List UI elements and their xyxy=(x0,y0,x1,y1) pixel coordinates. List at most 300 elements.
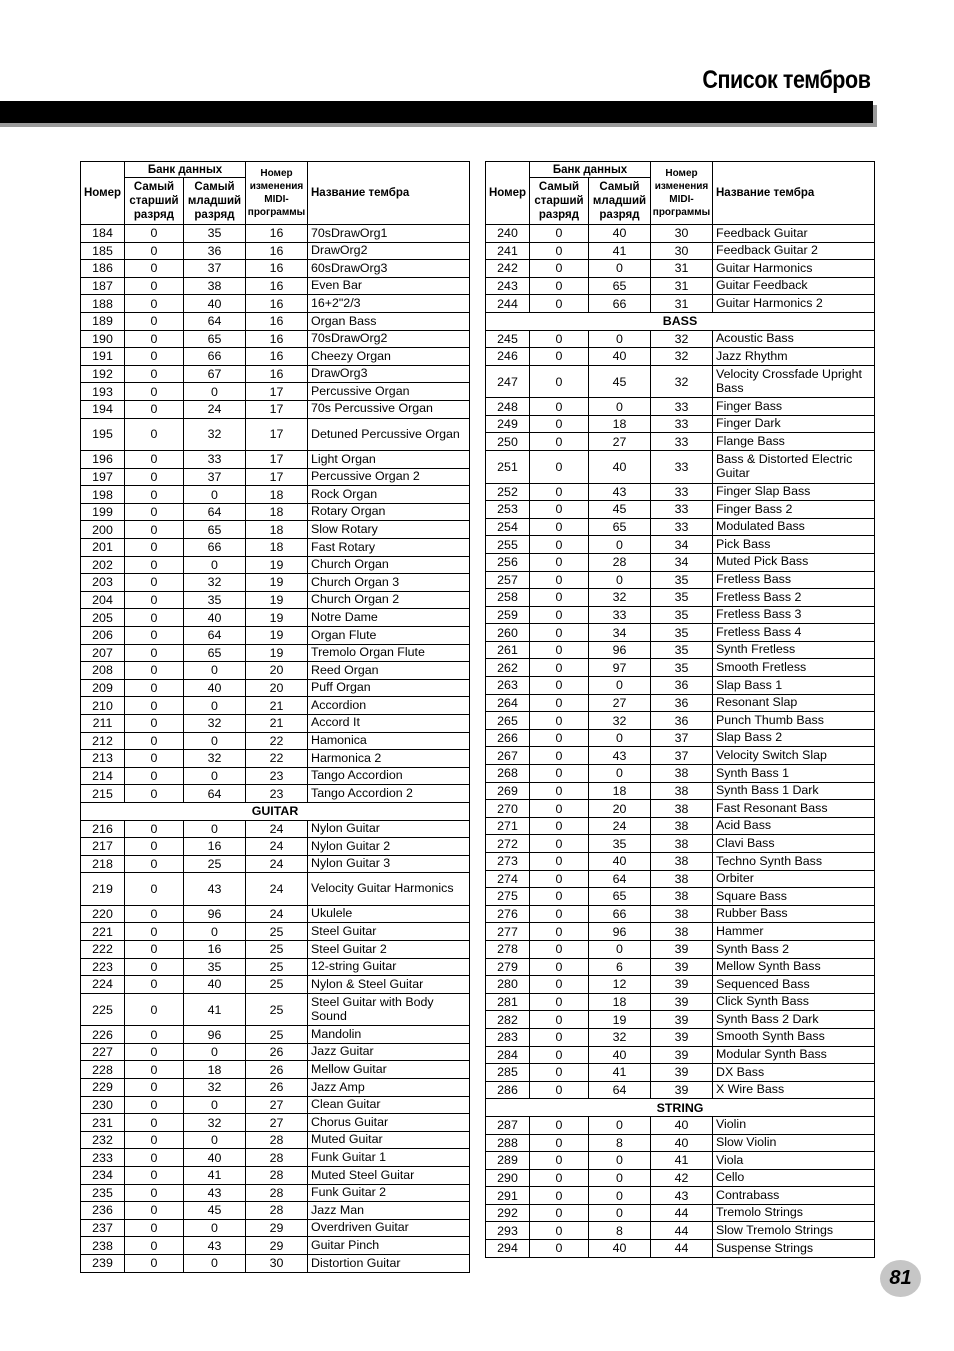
voice-name: Techno Synth Bass xyxy=(713,853,875,871)
bank-lsb: 35 xyxy=(184,225,246,243)
bank-msb: 0 xyxy=(125,1096,184,1114)
voice-number: 269 xyxy=(486,782,530,800)
bank-msb: 0 xyxy=(530,940,589,958)
bank-lsb: 66 xyxy=(589,295,651,313)
voice-name: Muted Steel Guitar xyxy=(308,1167,470,1185)
program-change: 38 xyxy=(651,853,713,871)
bank-lsb: 64 xyxy=(589,1081,651,1099)
program-change: 17 xyxy=(246,400,308,418)
voice-number: 210 xyxy=(81,697,125,715)
header-number: Номер xyxy=(81,162,125,225)
bank-msb: 0 xyxy=(125,503,184,521)
voice-name: Slow Violin xyxy=(713,1134,875,1152)
program-change: 27 xyxy=(246,1114,308,1132)
voice-name: Funk Guitar 2 xyxy=(308,1184,470,1202)
table-row xyxy=(486,589,875,607)
voice-name: Mandolin xyxy=(308,1026,470,1044)
voice-number: 241 xyxy=(486,242,530,260)
bank-lsb: 27 xyxy=(589,694,651,712)
program-change: 28 xyxy=(246,1167,308,1185)
voice-number: 223 xyxy=(81,958,125,976)
table-row xyxy=(81,312,470,330)
header-name: Название тембра xyxy=(308,162,470,225)
bank-msb: 0 xyxy=(530,1028,589,1046)
program-change: 33 xyxy=(651,483,713,501)
bank-msb: 0 xyxy=(530,835,589,853)
bank-msb: 0 xyxy=(530,659,589,677)
program-change: 38 xyxy=(651,765,713,783)
bank-lsb: 64 xyxy=(184,503,246,521)
voice-name: Nylon & Steel Guitar xyxy=(308,976,470,994)
bank-lsb: 38 xyxy=(184,277,246,295)
voice-number: 247 xyxy=(486,365,530,398)
bank-msb: 0 xyxy=(530,624,589,642)
voice-name: Acid Bass xyxy=(713,817,875,835)
program-change: 32 xyxy=(651,348,713,366)
bank-msb: 0 xyxy=(125,1149,184,1167)
program-change: 38 xyxy=(651,888,713,906)
table-row xyxy=(486,923,875,941)
bank-lsb: 18 xyxy=(184,1061,246,1079)
bank-msb: 0 xyxy=(530,330,589,348)
table-row xyxy=(486,1134,875,1152)
program-change: 36 xyxy=(651,694,713,712)
table-row xyxy=(486,782,875,800)
page-title: Список тембров xyxy=(701,66,870,94)
bank-lsb: 64 xyxy=(184,312,246,330)
bank-lsb: 0 xyxy=(589,536,651,554)
program-change: 17 xyxy=(246,468,308,486)
voice-number: 265 xyxy=(486,712,530,730)
bank-msb: 0 xyxy=(530,501,589,519)
voice-number: 259 xyxy=(486,606,530,624)
table-row xyxy=(486,1011,875,1029)
table-row xyxy=(81,486,470,504)
program-change: 35 xyxy=(651,606,713,624)
bank-msb: 0 xyxy=(530,295,589,313)
bank-lsb: 66 xyxy=(184,348,246,366)
table-row xyxy=(81,1131,470,1149)
bank-lsb: 65 xyxy=(184,644,246,662)
bank-msb: 0 xyxy=(530,553,589,571)
bank-msb: 0 xyxy=(125,873,184,906)
voice-number: 184 xyxy=(81,225,125,243)
table-row xyxy=(486,1240,875,1258)
bank-lsb: 96 xyxy=(589,923,651,941)
voice-name: Fast Rotary xyxy=(308,539,470,557)
voice-number: 290 xyxy=(486,1169,530,1187)
table-row xyxy=(81,855,470,873)
voice-number: 206 xyxy=(81,626,125,644)
program-change: 35 xyxy=(651,589,713,607)
table-row xyxy=(486,1169,875,1187)
table-row xyxy=(486,905,875,923)
voice-number: 262 xyxy=(486,659,530,677)
bank-msb: 0 xyxy=(530,415,589,433)
bank-msb: 0 xyxy=(530,641,589,659)
table-row xyxy=(486,853,875,871)
table-row xyxy=(486,1152,875,1170)
voice-number: 291 xyxy=(486,1187,530,1205)
table-row xyxy=(81,1219,470,1237)
program-change: 19 xyxy=(246,556,308,574)
bank-msb: 0 xyxy=(530,536,589,554)
bank-lsb: 40 xyxy=(184,609,246,627)
program-change: 17 xyxy=(246,451,308,469)
bank-lsb: 65 xyxy=(184,330,246,348)
bank-msb: 0 xyxy=(530,976,589,994)
table-row xyxy=(486,348,875,366)
program-change: 18 xyxy=(246,539,308,557)
bank-msb: 0 xyxy=(125,468,184,486)
bank-msb: 0 xyxy=(125,679,184,697)
table-row xyxy=(486,993,875,1011)
voice-number: 280 xyxy=(486,976,530,994)
bank-msb: 0 xyxy=(530,451,589,484)
voice-name: Finger Bass 2 xyxy=(713,501,875,519)
program-change: 25 xyxy=(246,976,308,994)
table-row xyxy=(81,940,470,958)
bank-msb: 0 xyxy=(530,712,589,730)
voice-number: 207 xyxy=(81,644,125,662)
table-row xyxy=(486,976,875,994)
voice-name: Square Bass xyxy=(713,888,875,906)
table-row xyxy=(81,626,470,644)
voice-name: Light Organ xyxy=(308,451,470,469)
voice-number: 191 xyxy=(81,348,125,366)
voice-number: 271 xyxy=(486,817,530,835)
voice-name: 12-string Guitar xyxy=(308,958,470,976)
bank-lsb: 19 xyxy=(589,1011,651,1029)
bank-msb: 0 xyxy=(530,923,589,941)
voice-name: Synth Bass 1 Dark xyxy=(713,782,875,800)
voice-name: Synth Bass 2 Dark xyxy=(713,1011,875,1029)
voice-name: Clavi Bass xyxy=(713,835,875,853)
bank-lsb: 40 xyxy=(184,1149,246,1167)
voice-number: 203 xyxy=(81,574,125,592)
bank-msb: 0 xyxy=(530,677,589,695)
table-row xyxy=(81,383,470,401)
voice-name: Velocity Switch Slap xyxy=(713,747,875,765)
voice-name: Resonant Slap xyxy=(713,694,875,712)
bank-lsb: 32 xyxy=(184,1079,246,1097)
table-row xyxy=(486,398,875,416)
bank-lsb: 32 xyxy=(184,574,246,592)
bank-msb: 0 xyxy=(530,853,589,871)
voice-name: Notre Dame xyxy=(308,609,470,627)
program-change: 44 xyxy=(651,1222,713,1240)
voice-name: Synth Fretless xyxy=(713,641,875,659)
table-row xyxy=(81,503,470,521)
bank-lsb: 41 xyxy=(589,242,651,260)
table-row xyxy=(81,1114,470,1132)
bank-msb: 0 xyxy=(530,765,589,783)
voice-number: 218 xyxy=(81,855,125,873)
voice-name: Sequenced Bass xyxy=(713,976,875,994)
bank-msb: 0 xyxy=(125,591,184,609)
voice-number: 216 xyxy=(81,820,125,838)
voice-name: 60sDrawOrg3 xyxy=(308,260,470,278)
bank-msb: 0 xyxy=(125,1061,184,1079)
bank-msb: 0 xyxy=(125,785,184,803)
bank-msb: 0 xyxy=(125,976,184,994)
program-change: 24 xyxy=(246,838,308,856)
voice-number: 245 xyxy=(486,330,530,348)
program-change: 31 xyxy=(651,277,713,295)
table-row xyxy=(486,1046,875,1064)
bank-lsb: 0 xyxy=(184,697,246,715)
program-change: 22 xyxy=(246,750,308,768)
bank-lsb: 0 xyxy=(589,1187,651,1205)
voice-name: 70sDrawOrg2 xyxy=(308,330,470,348)
bank-msb: 0 xyxy=(530,1187,589,1205)
table-row xyxy=(81,1202,470,1220)
voice-number: 281 xyxy=(486,993,530,1011)
voice-name: Ukulele xyxy=(308,905,470,923)
program-change: 16 xyxy=(246,312,308,330)
table-row xyxy=(81,1026,470,1044)
voice-number: 186 xyxy=(81,260,125,278)
program-change: 24 xyxy=(246,820,308,838)
table-row xyxy=(81,468,470,486)
voice-number: 252 xyxy=(486,483,530,501)
bank-lsb: 66 xyxy=(184,539,246,557)
voice-number: 201 xyxy=(81,539,125,557)
bank-msb: 0 xyxy=(530,1152,589,1170)
voice-name: Slap Bass 1 xyxy=(713,677,875,695)
table-row xyxy=(81,521,470,539)
program-change: 18 xyxy=(246,521,308,539)
voice-name: Slap Bass 2 xyxy=(713,729,875,747)
program-change: 26 xyxy=(246,1079,308,1097)
program-change: 37 xyxy=(651,729,713,747)
bank-msb: 0 xyxy=(125,697,184,715)
bank-msb: 0 xyxy=(125,838,184,856)
table-row xyxy=(81,260,470,278)
program-change: 19 xyxy=(246,644,308,662)
voice-number: 264 xyxy=(486,694,530,712)
bank-msb: 0 xyxy=(530,606,589,624)
voice-number: 246 xyxy=(486,348,530,366)
header-msb: Самый старший разряд xyxy=(125,178,184,225)
voice-name: Funk Guitar 1 xyxy=(308,1149,470,1167)
voice-number: 190 xyxy=(81,330,125,348)
voice-number: 242 xyxy=(486,260,530,278)
bank-lsb: 32 xyxy=(184,714,246,732)
bank-lsb: 0 xyxy=(184,767,246,785)
table-row xyxy=(81,785,470,803)
program-change: 33 xyxy=(651,398,713,416)
voice-name: Tremolo Strings xyxy=(713,1204,875,1222)
program-change: 39 xyxy=(651,976,713,994)
program-change: 31 xyxy=(651,295,713,313)
table-row xyxy=(81,1043,470,1061)
voice-name: Synth Bass 2 xyxy=(713,940,875,958)
bank-msb: 0 xyxy=(125,312,184,330)
voice-name: Smooth Fretless xyxy=(713,659,875,677)
program-change: 16 xyxy=(246,242,308,260)
bank-msb: 0 xyxy=(530,225,589,243)
program-change: 24 xyxy=(246,905,308,923)
voice-name: Jazz Man xyxy=(308,1202,470,1220)
bank-lsb: 0 xyxy=(184,383,246,401)
program-change: 16 xyxy=(246,277,308,295)
voice-number: 227 xyxy=(81,1043,125,1061)
program-change: 19 xyxy=(246,591,308,609)
bank-lsb: 18 xyxy=(589,782,651,800)
bank-msb: 0 xyxy=(125,1219,184,1237)
table-row xyxy=(81,591,470,609)
bank-msb: 0 xyxy=(530,1046,589,1064)
bank-lsb: 40 xyxy=(589,348,651,366)
voice-number: 260 xyxy=(486,624,530,642)
table-row xyxy=(486,1081,875,1099)
bank-lsb: 0 xyxy=(184,1096,246,1114)
voice-number: 192 xyxy=(81,365,125,383)
voice-name: Guitar Harmonics xyxy=(713,260,875,278)
bank-lsb: 32 xyxy=(184,750,246,768)
voice-number: 185 xyxy=(81,242,125,260)
table-row xyxy=(486,606,875,624)
bank-lsb: 40 xyxy=(589,225,651,243)
table-row xyxy=(486,800,875,818)
bank-lsb: 0 xyxy=(184,486,246,504)
bank-msb: 0 xyxy=(530,729,589,747)
section-title: BASS xyxy=(486,312,875,330)
table-row xyxy=(486,870,875,888)
bank-lsb: 0 xyxy=(184,1254,246,1272)
bank-lsb: 35 xyxy=(184,591,246,609)
voice-name: Slow Tremolo Strings xyxy=(713,1222,875,1240)
bank-lsb: 43 xyxy=(589,747,651,765)
program-change: 38 xyxy=(651,782,713,800)
voice-name: Reed Organ xyxy=(308,662,470,680)
table-row xyxy=(81,418,470,451)
bank-lsb: 0 xyxy=(184,556,246,574)
bank-lsb: 65 xyxy=(589,277,651,295)
table-row xyxy=(486,1187,875,1205)
table-row xyxy=(81,277,470,295)
voice-name: Smooth Synth Bass xyxy=(713,1028,875,1046)
bank-lsb: 20 xyxy=(589,800,651,818)
table-row xyxy=(486,747,875,765)
voice-name: Rock Organ xyxy=(308,486,470,504)
bank-lsb: 40 xyxy=(184,976,246,994)
voice-name: Overdriven Guitar xyxy=(308,1219,470,1237)
voice-table-left xyxy=(80,161,470,1273)
voice-number: 204 xyxy=(81,591,125,609)
table-row xyxy=(81,923,470,941)
bank-lsb: 0 xyxy=(184,662,246,680)
program-change: 26 xyxy=(246,1043,308,1061)
bank-msb: 0 xyxy=(125,626,184,644)
bank-msb: 0 xyxy=(530,571,589,589)
table-row xyxy=(81,697,470,715)
table-row xyxy=(486,694,875,712)
bank-msb: 0 xyxy=(125,242,184,260)
voice-number: 236 xyxy=(81,1202,125,1220)
voice-name: Harmonica 2 xyxy=(308,750,470,768)
program-change: 25 xyxy=(246,940,308,958)
table-row xyxy=(81,873,470,906)
program-change: 21 xyxy=(246,714,308,732)
table-row xyxy=(81,976,470,994)
bank-msb: 0 xyxy=(530,1064,589,1082)
bank-msb: 0 xyxy=(530,1240,589,1258)
program-change: 40 xyxy=(651,1116,713,1134)
program-change: 16 xyxy=(246,330,308,348)
bank-lsb: 64 xyxy=(184,785,246,803)
table-row xyxy=(81,539,470,557)
bank-lsb: 24 xyxy=(184,400,246,418)
table-row xyxy=(81,609,470,627)
bank-lsb: 0 xyxy=(589,677,651,695)
voice-name: Fretless Bass 2 xyxy=(713,589,875,607)
program-change: 44 xyxy=(651,1204,713,1222)
table-row xyxy=(486,677,875,695)
table-row xyxy=(81,1184,470,1202)
bank-lsb: 25 xyxy=(184,855,246,873)
program-change: 38 xyxy=(651,923,713,941)
voice-number: 200 xyxy=(81,521,125,539)
bank-msb: 0 xyxy=(125,1237,184,1255)
program-change: 26 xyxy=(246,1061,308,1079)
table-row xyxy=(486,659,875,677)
table-row xyxy=(486,765,875,783)
voice-number: 219 xyxy=(81,873,125,906)
voice-number: 220 xyxy=(81,905,125,923)
bank-msb: 0 xyxy=(125,383,184,401)
table-row xyxy=(81,662,470,680)
bank-msb: 0 xyxy=(125,365,184,383)
voice-name: Tango Accordion xyxy=(308,767,470,785)
table-row xyxy=(486,553,875,571)
bank-msb: 0 xyxy=(125,609,184,627)
voice-number: 273 xyxy=(486,853,530,871)
program-change: 16 xyxy=(246,260,308,278)
voice-number: 294 xyxy=(486,1240,530,1258)
voice-number: 293 xyxy=(486,1222,530,1240)
bank-msb: 0 xyxy=(530,260,589,278)
program-change: 25 xyxy=(246,923,308,941)
voice-number: 212 xyxy=(81,732,125,750)
program-change: 17 xyxy=(246,418,308,451)
bank-msb: 0 xyxy=(125,1167,184,1185)
voice-number: 251 xyxy=(486,451,530,484)
voice-number: 232 xyxy=(81,1131,125,1149)
bank-lsb: 0 xyxy=(184,820,246,838)
program-change: 44 xyxy=(651,1240,713,1258)
program-change: 29 xyxy=(246,1219,308,1237)
voice-name: Steel Guitar with Body Sound xyxy=(308,993,470,1026)
voice-number: 267 xyxy=(486,747,530,765)
bank-lsb: 65 xyxy=(589,518,651,536)
voice-number: 253 xyxy=(486,501,530,519)
voice-number: 256 xyxy=(486,553,530,571)
table-row xyxy=(486,1204,875,1222)
program-change: 40 xyxy=(651,1134,713,1152)
voice-name: Slow Rotary xyxy=(308,521,470,539)
voice-name: Cheezy Organ xyxy=(308,348,470,366)
bank-msb: 0 xyxy=(125,260,184,278)
bank-msb: 0 xyxy=(125,574,184,592)
voice-name: Percussive Organ 2 xyxy=(308,468,470,486)
table-row xyxy=(81,644,470,662)
bank-lsb: 45 xyxy=(589,501,651,519)
bank-msb: 0 xyxy=(125,277,184,295)
voice-table-right xyxy=(485,161,875,1258)
voice-name: Church Organ 2 xyxy=(308,591,470,609)
